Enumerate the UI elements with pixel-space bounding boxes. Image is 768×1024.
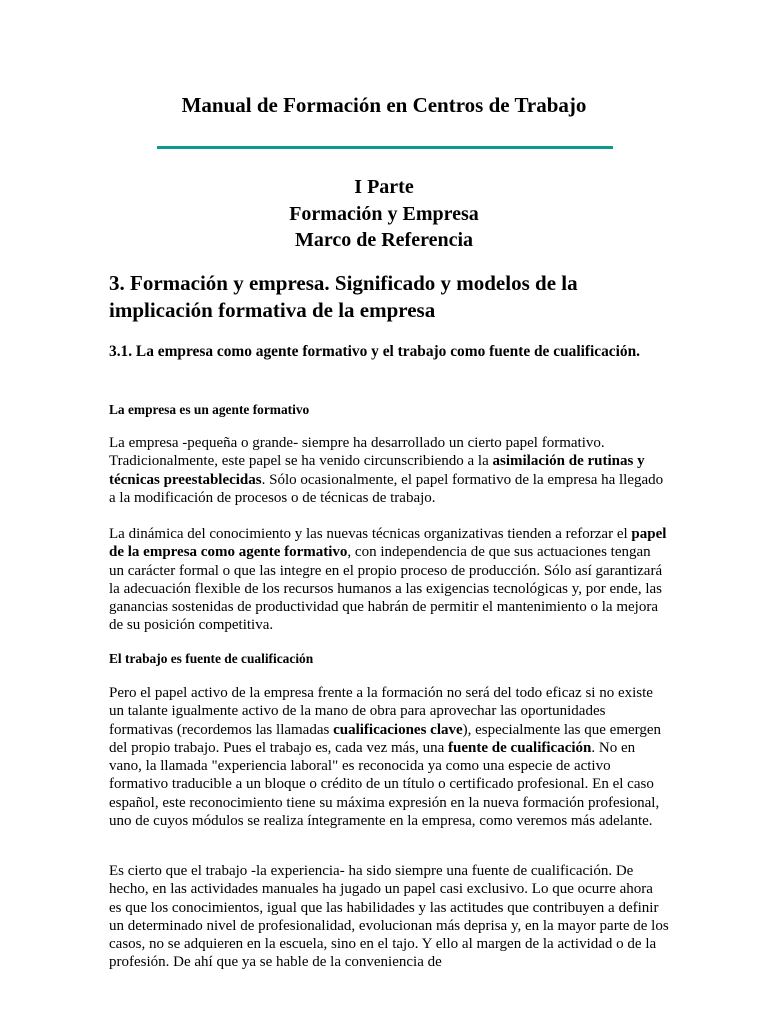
heading-empresa-agente: La empresa es un agente formativo (109, 402, 310, 417)
paragraph-2-text-b: , con independencia de que sus actuaciones tengan un carácter formal o que las integre en el propio proceso de producción. Sólo así garantizará la adecuación flexible de los recursos humanos a las exigencias tecnológicas y, por ende, las ganancias sostenidas de productividad que habrán de permitir el mantenimiento o la mejora de su posición competitiva. (109, 544, 663, 634)
paragraph-1-bold-a: asimilación de rutinas y técnicas preestablecidas (109, 453, 645, 488)
paragraph-4 (109, 862, 669, 972)
part-number: I Parte (354, 176, 414, 198)
section-heading: 3. Formación y empresa. Significado y modelos de la implicación formativa de la empresa (109, 271, 578, 322)
part-title-line-2: Marco de Referencia (294, 229, 474, 251)
paragraph-1 (109, 434, 669, 507)
document-title: Manual de Formación en Centros de Trabajo (181, 93, 587, 117)
paragraph-3-bold-b: fuente de cualificación (448, 739, 592, 756)
paragraph-2-bold-a: papel de la empresa como agente formativo (109, 526, 667, 561)
subsection-heading: 3.1. La empresa como agente formativo y el trabajo como fuente de cualificación. (109, 343, 641, 360)
paragraph-3-text-c: . No en vano, la llamada "experiencia laboral" es reconocida ya como una especie de activo formativo traducible a un bloque o crédito de un título o certificado profesional. En el caso español, este reconocimiento tiene su máxima expresión en la nueva formación profesional, uno de cuyos módulos se realiza íntegramente en la empresa, como veremos más adelante. (109, 739, 660, 830)
paragraph-2 (109, 525, 669, 635)
title-divider (157, 146, 613, 149)
paragraph-3 (109, 684, 669, 830)
part-heading-block (0, 174, 768, 254)
paragraph-1-text-a: La empresa -pequeña o grande- siempre ha desarrollado un cierto papel formativo. Tradicionalmente, este papel se ha venido circunscribiendo a la (109, 435, 605, 470)
paragraph-3-bold-a: cualificaciones clave (333, 721, 463, 738)
paragraph-4-text-a: Es cierto que el trabajo -la experiencia- ha sido siempre una fuente de cualificación. De hecho, en las actividades manuales ha jugado un papel casi exclusivo. Lo que ocurre ahora es que los conocimientos, igual que las habilidades y las actitudes que contribuyen a definir un determinado nivel de profesionalidad, evolucionan más deprisa y, en la mayor parte de los casos, no se adquieren en la escuela, sino en el tajo. Y ello al margen de la actividad o de la profesión. De ahí que ya se hable de la conveniencia de (109, 863, 669, 971)
paragraph-3-text-a: Pero el papel activo de la empresa frente a la formación no será del todo eficaz si no existe un talante igualmente activo de la mano de obra para aprovechar las oportunidades formativas (recordemos las llamadas (109, 685, 653, 738)
part-title-line-1: Formación y Empresa (289, 202, 479, 225)
paragraph-2-text-a: La dinámica del conocimiento y las nuevas técnicas organizativas tienden a reforzar el (109, 526, 632, 542)
paragraph-1-text-b: . Sólo ocasionalmente, el papel formativo de la empresa ha llegado a la modificación de procesos o de técnicas de trabajo. (109, 471, 664, 506)
paragraph-3-text-b: ), especialmente las que emergen del propio trabajo. Pues el trabajo es, cada vez más, una (109, 721, 662, 756)
heading-trabajo-fuente: El trabajo es fuente de cualificación (109, 651, 314, 666)
